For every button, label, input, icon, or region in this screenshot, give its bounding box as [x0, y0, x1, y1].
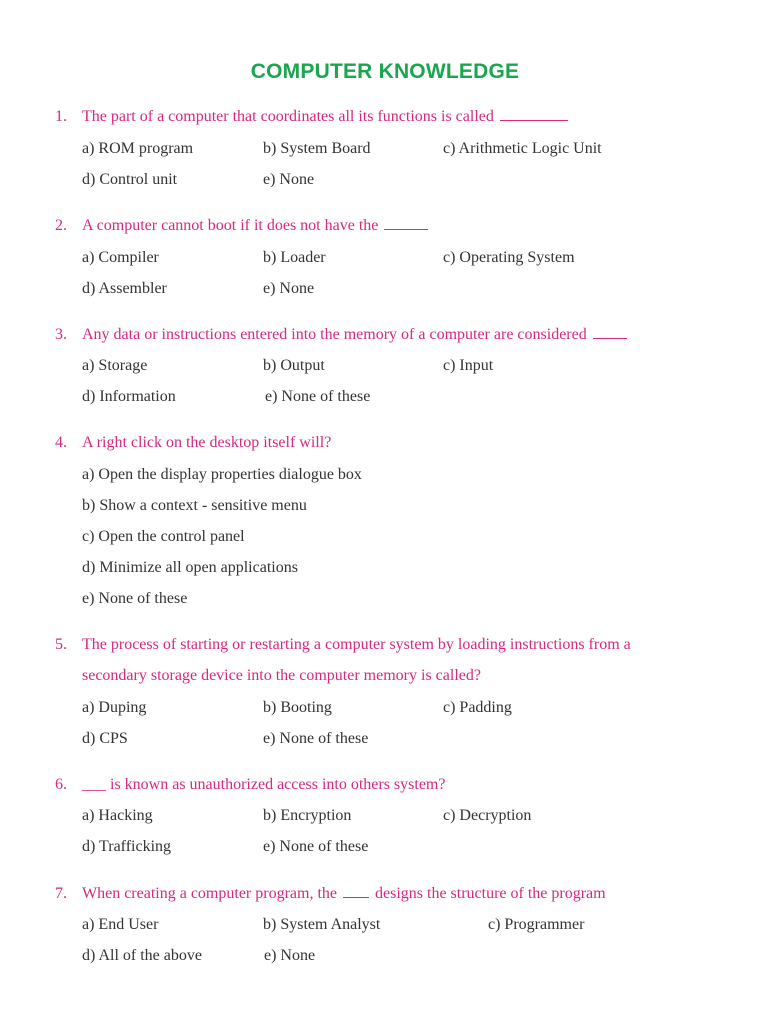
option-a: a) Open the display properties dialogue box	[82, 466, 362, 483]
answer-blank	[384, 219, 428, 230]
question-number: 5.	[55, 636, 67, 653]
question-number: 1.	[55, 108, 67, 125]
question-text-continued: secondary storage device into the computer memory is called?	[82, 667, 481, 684]
question-number: 4.	[55, 434, 67, 451]
option-d: d) Information	[82, 388, 176, 405]
option-a: a) Compiler	[82, 249, 159, 266]
question-number: 7.	[55, 885, 67, 902]
question-text: The process of starting or restarting a computer system by loading instructions from a	[82, 636, 631, 653]
option-a: a) Hacking	[82, 807, 153, 824]
option-b: b) Booting	[263, 699, 332, 716]
page-title: COMPUTER KNOWLEDGE	[250, 60, 520, 83]
option-d: d) Minimize all open applications	[82, 559, 298, 576]
question-text: The part of a computer that coordinates all its functions is called	[82, 108, 494, 125]
option-c: c) Open the control panel	[82, 528, 245, 545]
option-a: a) ROM program	[82, 140, 194, 157]
option-e: e) None of these	[265, 388, 371, 405]
question-7	[55, 885, 606, 903]
option-e: e) None	[263, 171, 315, 188]
option-c: c) Programmer	[488, 916, 585, 933]
option-c: c) Decryption	[443, 807, 532, 824]
option-c: c) Padding	[443, 699, 512, 716]
option-b: b) Output	[263, 357, 325, 374]
question-1	[55, 108, 568, 126]
question-2	[55, 217, 428, 235]
option-d: d) Trafficking	[82, 838, 172, 855]
question-text: When creating a computer program, the	[82, 885, 337, 902]
question-number: 3.	[55, 326, 67, 343]
option-a: a) Duping	[82, 699, 147, 716]
option-b: b) System Analyst	[263, 916, 381, 933]
question-number: 2.	[55, 217, 67, 234]
question-number: 6.	[55, 776, 67, 793]
question-4	[55, 434, 331, 452]
question-5	[55, 636, 631, 654]
option-b: b) Show a context - sensitive menu	[82, 497, 307, 514]
option-e: e) None of these	[82, 590, 188, 607]
option-d: d) Control unit	[82, 171, 178, 188]
answer-blank	[500, 110, 568, 121]
option-d: d) Assembler	[82, 280, 167, 297]
question-text: is known as unauthorized access into others system?	[110, 776, 446, 793]
question-text: A right click on the desktop itself will?	[82, 434, 332, 451]
answer-blank	[343, 887, 369, 898]
question-6	[55, 776, 445, 794]
question-3	[55, 326, 627, 344]
option-e: e) None	[264, 947, 316, 964]
option-c: c) Input	[443, 357, 494, 374]
option-d: d) All of the above	[82, 947, 202, 964]
option-d: d) CPS	[82, 730, 128, 747]
option-e: e) None of these	[263, 730, 369, 747]
option-a: a) Storage	[82, 357, 148, 374]
question-text-after-blank: designs the structure of the program	[375, 885, 606, 902]
option-e: e) None	[263, 280, 315, 297]
answer-blank: ___	[82, 776, 106, 793]
option-b: b) Encryption	[263, 807, 352, 824]
option-b: b) System Board	[263, 140, 371, 157]
option-b: b) Loader	[263, 249, 326, 266]
option-c: c) Arithmetic Logic Unit	[443, 140, 602, 157]
question-text: Any data or instructions entered into the memory of a computer are considered	[82, 326, 587, 343]
question-text: A computer cannot boot if it does not have the	[82, 217, 379, 234]
answer-blank	[593, 328, 627, 339]
option-a: a) End User	[82, 916, 159, 933]
option-c: c) Operating System	[443, 249, 575, 266]
option-e: e) None of these	[263, 838, 369, 855]
